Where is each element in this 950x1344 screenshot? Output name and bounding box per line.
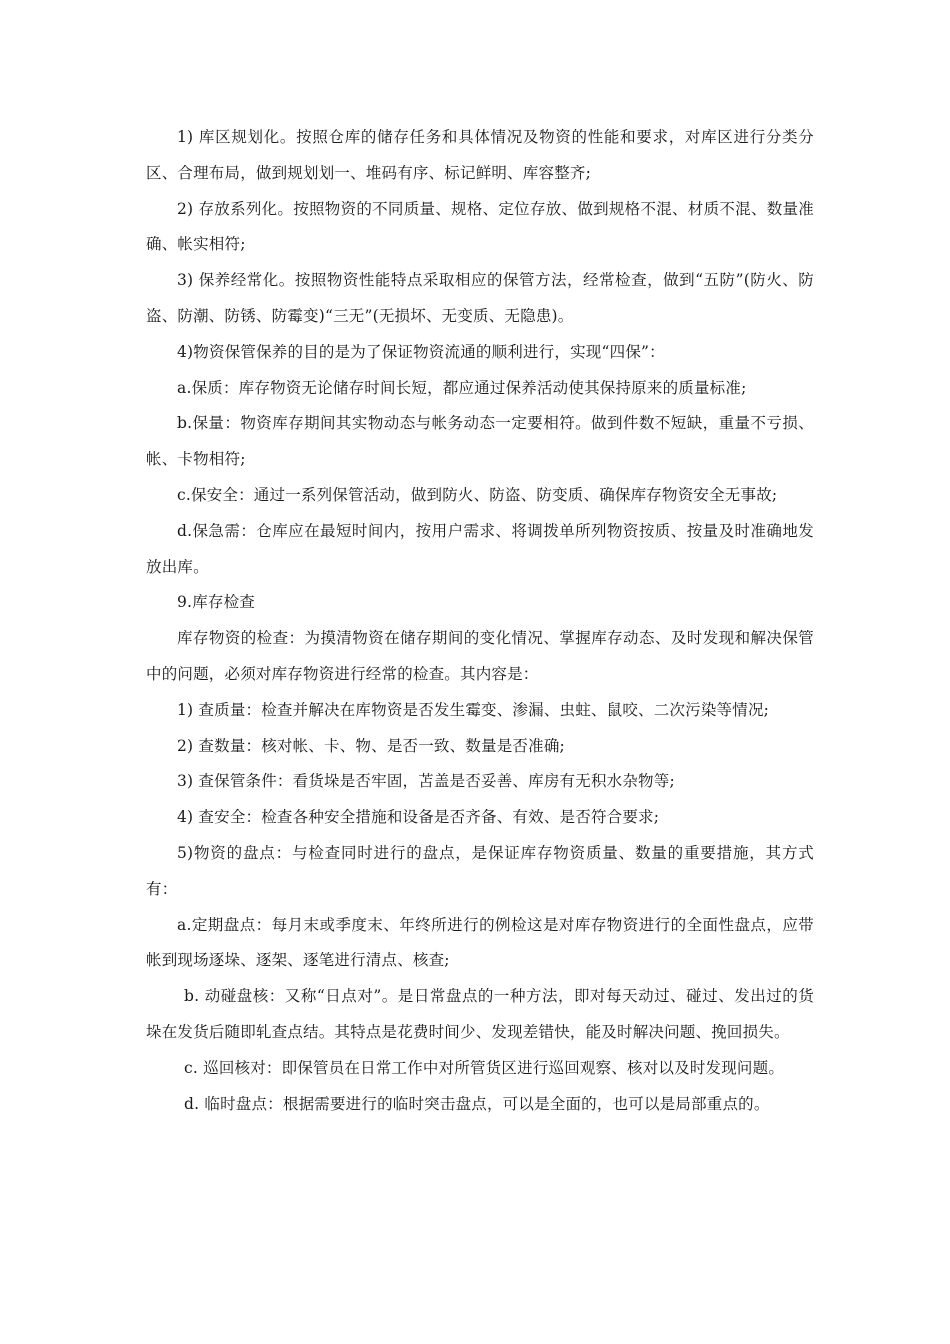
paragraph-periodic-count: a.定期盘点：每月末或季度末、年终所进行的例检这是对库存物资进行的全面性盘点，应带帐到现场逐垛、逐架、逐笔进行清点、核查; [146, 915, 814, 970]
paragraph-guarantee-urgent: d.保急需：仓库应在最短时间内，按用户需求、将调拨单所列物资按质、按量及时准确地发放出库。 [146, 521, 814, 576]
paragraph-guarantee-quantity: b.保量：物资库存期间其实物动态与帐务动态一定要相符。做到件数不短缺，重量不亏损、帐、卡物相符; [146, 414, 814, 469]
paragraph-stocktaking: 5)物资的盘点：与检查同时进行的盘点，是保证库存物资质量、数量的重要措施，其方式有： [146, 843, 814, 898]
paragraph-check-quality: 1) 查质量：检查并解决在库物资是否发生霉变、渗漏、虫蛀、鼠咬、二次污染等情况; [177, 700, 770, 719]
paragraph-movement-count: b. 动碰盘核：又称“日点对”。是日常盘点的一种方法，即对每天动过、碰过、发出过的货垛在发货后随即轧查点结。其特点是花费时间少、发现差错快，能及时解决问题、挽回损失。 [146, 987, 814, 1041]
paragraph-warehouse-zoning: 1) 库区规划化。按照仓库的储存任务和具体情况及物资的性能和要求，对库区进行分类分区、合理布局，做到规划划一、堆码有序、标记鲜明、库容整齐; [146, 128, 814, 182]
paragraph-guarantee-safety: c.保安全：通过一系列保管活动，做到防火、防盗、防变质、确保库存物资安全无事故; [177, 485, 778, 504]
paragraph-check-safety: 4) 查安全：检查各种安全措施和设备是否齐备、有效、是否符合要求; [177, 808, 660, 827]
paragraph-check-quantity: 2) 查数量：核对帐、卡、物、是否一致、数量是否准确; [177, 736, 565, 755]
document-body [146, 120, 814, 1122]
paragraph-storage-serialization: 2) 存放系列化。按照物资的不同质量、规格、定位存放、做到规格不混、材质不混、数量准确、帐实相符; [146, 199, 814, 254]
paragraph-four-guarantees: 4)物资保管保养的目的是为了保证物资流通的顺利进行，实现“四保”： [177, 342, 665, 361]
paragraph-inventory-check-intro: 库存物资的检查：为摸清物资在储存期间的变化情况、掌握库存动态、及时发现和解决保管中的问题，必须对库存物资进行经常的检查。其内容是： [146, 629, 814, 683]
paragraph-guarantee-quality: a.保质：库存物资无论储存时间长短，都应通过保养活动使其保持原来的质量标准; [177, 378, 747, 397]
paragraph-check-conditions: 3) 查保管条件：看货垛是否牢固，苫盖是否妥善、库房有无积水杂物等; [177, 772, 675, 791]
section-heading-inventory-check: 9.库存检查 [177, 593, 255, 612]
paragraph-maintenance-routine: 3) 保养经常化。按照物资性能特点采取相应的保管方法，经常检查，做到“五防”(防火、防盗、防潮、防锈、防霉变)“三无”(无损坏、无变质、无隐患)。 [146, 271, 814, 325]
paragraph-patrol-check: c. 巡回核对：即保管员在日常工作中对所管货区进行巡回观察、核对以及时发现问题。 [184, 1058, 785, 1077]
paragraph-temporary-count: d. 临时盘点：根据需要进行的临时突击盘点，可以是全面的，也可以是局部重点的。 [184, 1094, 770, 1113]
